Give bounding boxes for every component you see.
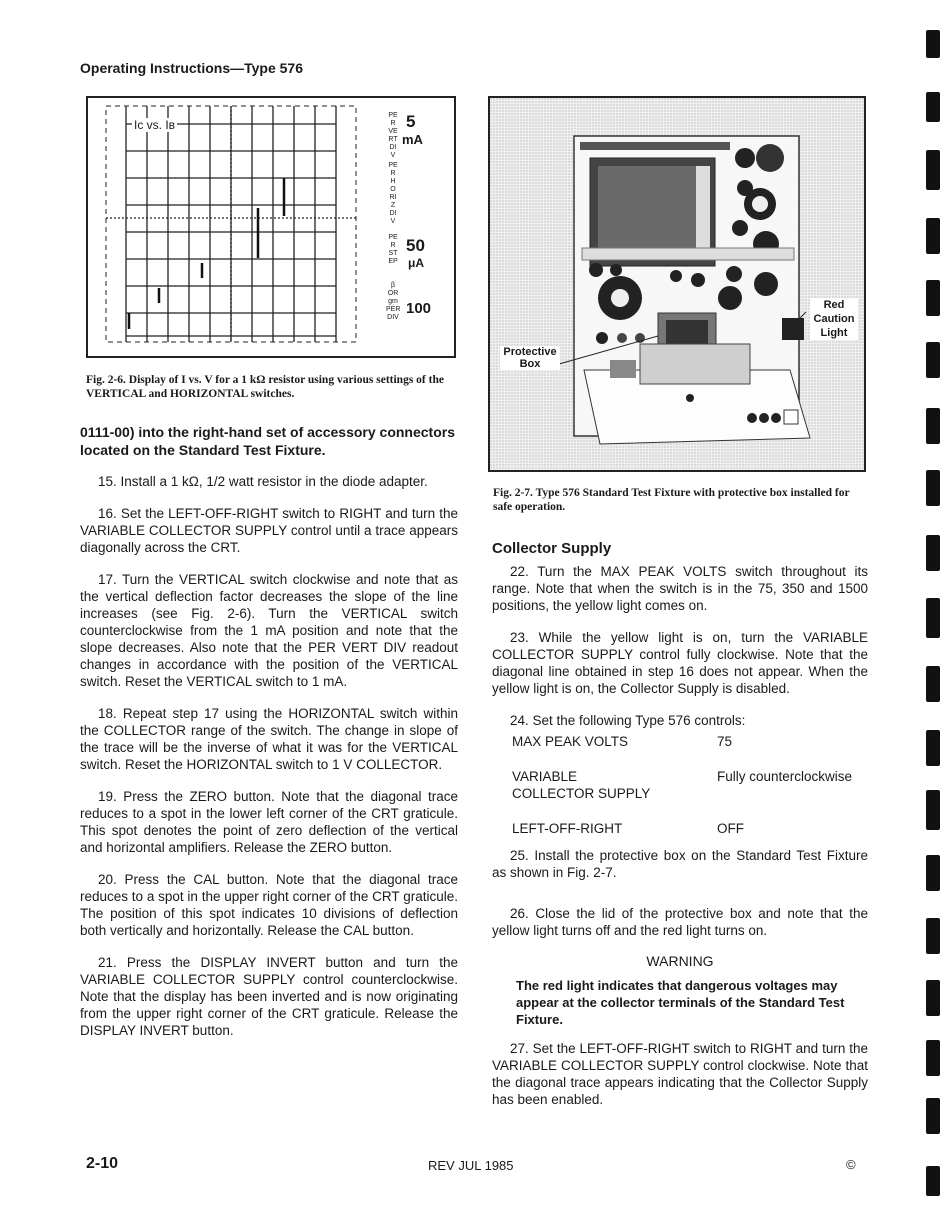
control-setting: OFF [717, 821, 744, 836]
step-22: 22. Turn the MAX PEAK VOLTS switch throughout its range. Note that when the switch is in the 75, 350 and 1500 positions, the yellow light comes on. [492, 564, 868, 613]
page-number: 2-10 [86, 1155, 119, 1172]
revision-date: REV JUL 1985 [428, 1158, 514, 1173]
controls-table [512, 733, 866, 837]
index-mark [926, 1040, 940, 1076]
step-24: 24. Set the following Type 576 controls: [510, 713, 746, 728]
page-header: Operating Instructions—Type 576 [80, 60, 304, 76]
index-mark [926, 470, 940, 506]
copyright-symbol: © [846, 1157, 856, 1172]
index-mark [926, 980, 940, 1016]
protective-box-label: Protective Box [500, 346, 560, 370]
step-17: 17. Turn the VERTICAL switch clockwise and note that as the vertical deflection factor decreases the slope of the line increases (see Fig. 2-6). Turn the VERTICAL switch counterclockwise from the 1 mA position and note that the slope decreases. Also note that the PER VERT DIV readout changes in accordance with the position of the VERTICAL switch. Reset the VERTICAL switch to 1 mA. [80, 572, 458, 689]
step-15: 15. Install a 1 kΩ, 1/2 watt resistor in the diode adapter. [98, 474, 428, 489]
index-mark [926, 92, 940, 122]
control-setting: Fully counterclockwise [717, 769, 853, 784]
index-mark [926, 1166, 940, 1196]
index-mark [926, 790, 940, 830]
warning-title: WARNING [646, 953, 714, 969]
step-18: 18. Repeat step 17 using the HORIZONTAL switch within the COLLECTOR range of the switch. The change in slope of the trace will be the inverse of what it was for the VERTICAL switch. Reset the HORIZONTAL switch to 1 V COLLECTOR. [80, 706, 458, 772]
figure-2-7-caption: Fig. 2-7. Type 576 Standard Test Fixture with protective box installed for safe operation. [493, 487, 850, 513]
horizontal-readout-label: PER HORIZ DIV [388, 162, 398, 225]
step-26: 26. Close the lid of the protective box and note that the yellow light turns off and the red light turns on. [492, 906, 868, 938]
control-name: MAX PEAK VOLTS [512, 734, 629, 749]
step-20: 20. Press the CAL button. Note that the diagonal trace reduces to a spot in the upper right corner of the CRT graticule. The position of this spot indicates 10 divisions of deflection both vertically and horizontally. Release the CAL button. [80, 872, 458, 938]
figure-2-7-photo [488, 96, 866, 472]
test-fixture-photo [490, 98, 864, 470]
vertical-readout-label: PER VERT DIV [388, 112, 398, 159]
warning-text: The red light indicates that dangerous voltages may appear at the collector terminals of the Standard Test Fixture. [516, 978, 845, 1027]
controls-row [512, 820, 866, 837]
step-23: 23. While the yellow light is on, turn the VARIABLE COLLECTOR SUPPLY control fully clockwise. Note that the diagonal line obtained in step 16 does not appear. When the yellow light is on, the Collector Supply is disabled. [492, 630, 868, 696]
step-27: 27. Set the LEFT-OFF-RIGHT switch to RIGHT and turn the VARIABLE COLLECTOR SUPPLY control clockwise. Note that the diagonal trace appears indicating that the Collector Supply has been enabled. [492, 1041, 868, 1107]
right-column [492, 540, 868, 1108]
control-setting: 75 [717, 734, 733, 749]
vertical-readout-value: 5 [406, 112, 416, 131]
index-mark [926, 598, 940, 638]
index-mark [926, 30, 940, 58]
control-name: LEFT-OFF-RIGHT [512, 821, 623, 836]
index-mark [926, 666, 940, 702]
controls-row [512, 733, 866, 768]
left-column [80, 423, 458, 1039]
index-mark [926, 855, 940, 891]
index-mark [926, 1098, 940, 1134]
index-mark [926, 280, 940, 316]
section-title: Collector Supply [492, 540, 612, 557]
controls-row [512, 768, 866, 820]
index-mark [926, 150, 940, 190]
control-name: VARIABLE COLLECTOR SUPPLY [512, 769, 651, 801]
intro-paragraph: 0111-00) into the right-hand set of accessory connectors located on the Standard Test Fixture. [80, 424, 455, 458]
figure-2-6-frame [86, 96, 456, 358]
step-readout-unit: μA [408, 256, 425, 270]
step-readout-label: PER STEP [388, 234, 398, 265]
index-mark [926, 408, 940, 444]
index-mark [926, 535, 940, 571]
index-mark [926, 918, 940, 954]
step-readout-value: 50 [406, 236, 425, 255]
index-mark [926, 342, 940, 378]
index-mark [926, 730, 940, 766]
beta-readout-value: 100 [406, 300, 432, 317]
step-25: 25. Install the protective box on the Standard Test Fixture as shown in Fig. 2-7. [492, 848, 868, 880]
figure-2-6-caption: Fig. 2-6. Display of I vs. V for a 1 kΩ resistor using various settings of the VERTICAL and HORIZONTAL switches. [86, 374, 444, 400]
index-mark [926, 218, 940, 254]
step-16: 16. Set the LEFT-OFF-RIGHT switch to RIGHT and turn the VARIABLE COLLECTOR SUPPLY control until a trace appears diagonally across the CRT. [80, 506, 458, 555]
red-caution-light-label: Red Caution Light [810, 298, 858, 340]
beta-readout-label: β OR gm PER DIV [386, 282, 401, 321]
step-19: 19. Press the ZERO button. Note that the diagonal trace reduces to a spot in the lower left corner of the CRT graticule. This spot denotes the point of zero deflection of the vertical and horizontal amplifiers. Release the ZERO button. [80, 789, 458, 855]
vertical-readout-unit: mA [402, 132, 423, 147]
step-21: 21. Press the DISPLAY INVERT button and turn the VARIABLE COLLECTOR SUPPLY control counterclockwise. Note that the display has been inverted and is now originating from the upper right corner of the CRT graticule. Release the DISPLAY INVERT button. [80, 955, 458, 1038]
graticule-title: Iᴄ vs. Iʙ [134, 118, 176, 132]
